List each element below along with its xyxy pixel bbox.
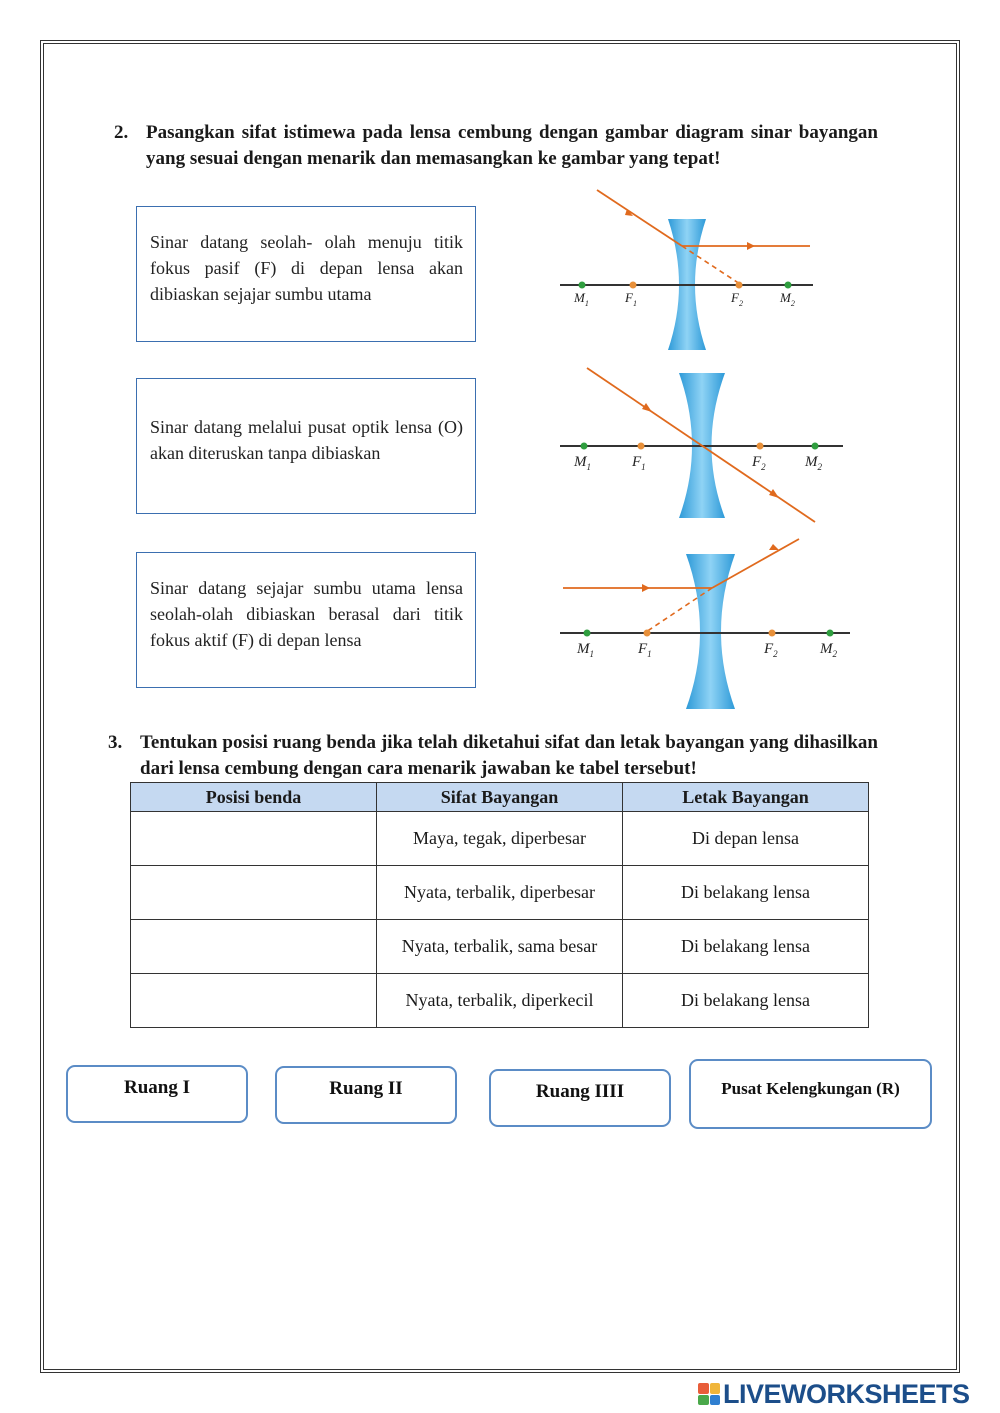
svg-text:M1 — [573, 290, 589, 308]
answer-ruang-1[interactable]: Ruang I — [66, 1065, 248, 1123]
property-text-2: Sinar datang melalui pusat optik lensa (O) akan diteruskan tanpa dibiaskan — [150, 417, 463, 463]
answer-ruang-2[interactable]: Ruang II — [275, 1066, 457, 1124]
brand-logo-icon — [698, 1383, 720, 1405]
concave-lens — [686, 554, 735, 709]
sifat-cell: Nyata, terbalik, sama besar — [377, 920, 623, 974]
letak-cell: Di belakang lensa — [623, 920, 869, 974]
label-m1-sub: 1 — [584, 299, 589, 308]
label-f1: F — [625, 290, 633, 305]
letak-cell: Di belakang lensa — [623, 866, 869, 920]
point-f2 — [769, 630, 776, 637]
svg-text:M2 — [779, 290, 795, 308]
svg-text:M1 — [573, 454, 591, 472]
point-m1 — [579, 282, 586, 289]
arrow-head — [642, 403, 652, 412]
table-row — [131, 866, 869, 920]
label-m2: M — [780, 290, 791, 305]
table-row — [131, 812, 869, 866]
answer-ruang-3[interactable]: Ruang IIII — [489, 1069, 671, 1127]
svg-text:F1 — [637, 641, 652, 659]
drop-cell[interactable] — [131, 866, 377, 920]
drop-cell[interactable] — [131, 920, 377, 974]
question-2-number: 2. — [114, 122, 129, 143]
svg-text:F2 — [730, 290, 743, 308]
label-m1-sub: 1 — [586, 462, 591, 472]
property-box-1[interactable] — [136, 206, 476, 342]
header-letak-bayangan: Letak Bayangan — [623, 783, 869, 812]
point-f2 — [736, 282, 743, 289]
ray-diagram-2[interactable] — [555, 364, 850, 524]
label-m2: M — [805, 454, 818, 470]
label-m1: M — [574, 290, 585, 305]
label-m2-sub: 2 — [817, 462, 822, 472]
point-f1 — [644, 630, 651, 637]
svg-text:M2 — [804, 454, 823, 472]
drop-cell[interactable] — [131, 812, 377, 866]
drop-cell[interactable] — [131, 974, 377, 1028]
ray-diagram-3[interactable] — [555, 536, 855, 712]
point-m1 — [581, 443, 588, 450]
label-f2-sub: 2 — [773, 649, 778, 659]
label-f1: F — [638, 641, 648, 657]
question-3 — [108, 730, 878, 782]
svg-text:F1 — [631, 454, 646, 472]
arrow-head — [769, 489, 779, 498]
svg-text:M2 — [819, 641, 838, 659]
svg-text:F1 — [624, 290, 637, 308]
arrow-head — [769, 544, 779, 550]
question-2-text: Pasangkan sifat istimewa pada lensa cembung dengan gambar diagram sinar bayangan yang sesuai dengan menarik dan memasangkan ke gambar yang tepat! — [146, 122, 878, 169]
letak-cell: Di depan lensa — [623, 812, 869, 866]
property-text-1: Sinar datang seolah- olah menuju titik fokus pasif (F) di depan lensa akan dibiaskan sejajar sumbu utama — [150, 232, 463, 304]
question-3-number: 3. — [108, 732, 123, 753]
point-m2 — [812, 443, 819, 450]
header-posisi-benda: Posisi benda — [131, 783, 377, 812]
label-f1-sub: 1 — [641, 462, 646, 472]
label-m1: M — [574, 454, 587, 470]
answer-table — [130, 782, 869, 1028]
property-text-3: Sinar datang sejajar sumbu utama lensa seolah-olah dibiaskan berasal dari titik fokus aktif (F) di depan lensa — [150, 578, 463, 650]
label-f2: F — [764, 641, 774, 657]
arrow-head — [642, 584, 650, 592]
label-m1: M — [577, 641, 590, 657]
point-f1 — [638, 443, 645, 450]
header-sifat-bayangan: Sifat Bayangan — [377, 783, 623, 812]
incident-ray — [597, 190, 682, 246]
label-f2: F — [752, 454, 762, 470]
question-3-text: Tentukan posisi ruang benda jika telah diketahui sifat dan letak bayangan yang dihasilkan dari lensa cembung dengan cara menarik jawaban ke tabel tersebut! — [140, 732, 878, 779]
point-m1 — [584, 630, 591, 637]
answer-pusat-kelengkungan[interactable]: Pusat Kelengkungan (R) — [689, 1059, 932, 1129]
table-row — [131, 920, 869, 974]
label-m1-sub: 1 — [589, 649, 594, 659]
label-f1-sub: 1 — [647, 649, 652, 659]
table-header-row — [131, 783, 869, 812]
sifat-cell: Maya, tegak, diperbesar — [377, 812, 623, 866]
point-m2 — [785, 282, 792, 289]
ray-diagram-1[interactable] — [555, 188, 820, 352]
label-f2-sub: 2 — [761, 462, 766, 472]
property-box-3[interactable] — [136, 552, 476, 688]
point-m2 — [827, 630, 834, 637]
label-f2-sub: 2 — [738, 299, 743, 308]
label-f2: F — [731, 290, 739, 305]
question-2 — [114, 120, 878, 172]
property-box-2[interactable] — [136, 378, 476, 514]
svg-text:F2 — [751, 454, 766, 472]
label-m2-sub: 2 — [790, 299, 795, 308]
label-m2: M — [820, 641, 833, 657]
point-f1 — [630, 282, 637, 289]
label-f1-sub: 1 — [632, 299, 637, 308]
point-f2 — [757, 443, 764, 450]
label-m2-sub: 2 — [832, 649, 837, 659]
label-f1: F — [632, 454, 642, 470]
table-row — [131, 974, 869, 1028]
svg-text:M1 — [576, 641, 594, 659]
svg-text:F2 — [763, 641, 778, 659]
sifat-cell: Nyata, terbalik, diperbesar — [377, 866, 623, 920]
brand-name: LIVEWORKSHEETS — [723, 1378, 970, 1409]
arrow-head — [747, 242, 755, 250]
sifat-cell: Nyata, terbalik, diperkecil — [377, 974, 623, 1028]
letak-cell: Di belakang lensa — [623, 974, 869, 1028]
liveworksheets-brand[interactable] — [698, 1378, 970, 1410]
